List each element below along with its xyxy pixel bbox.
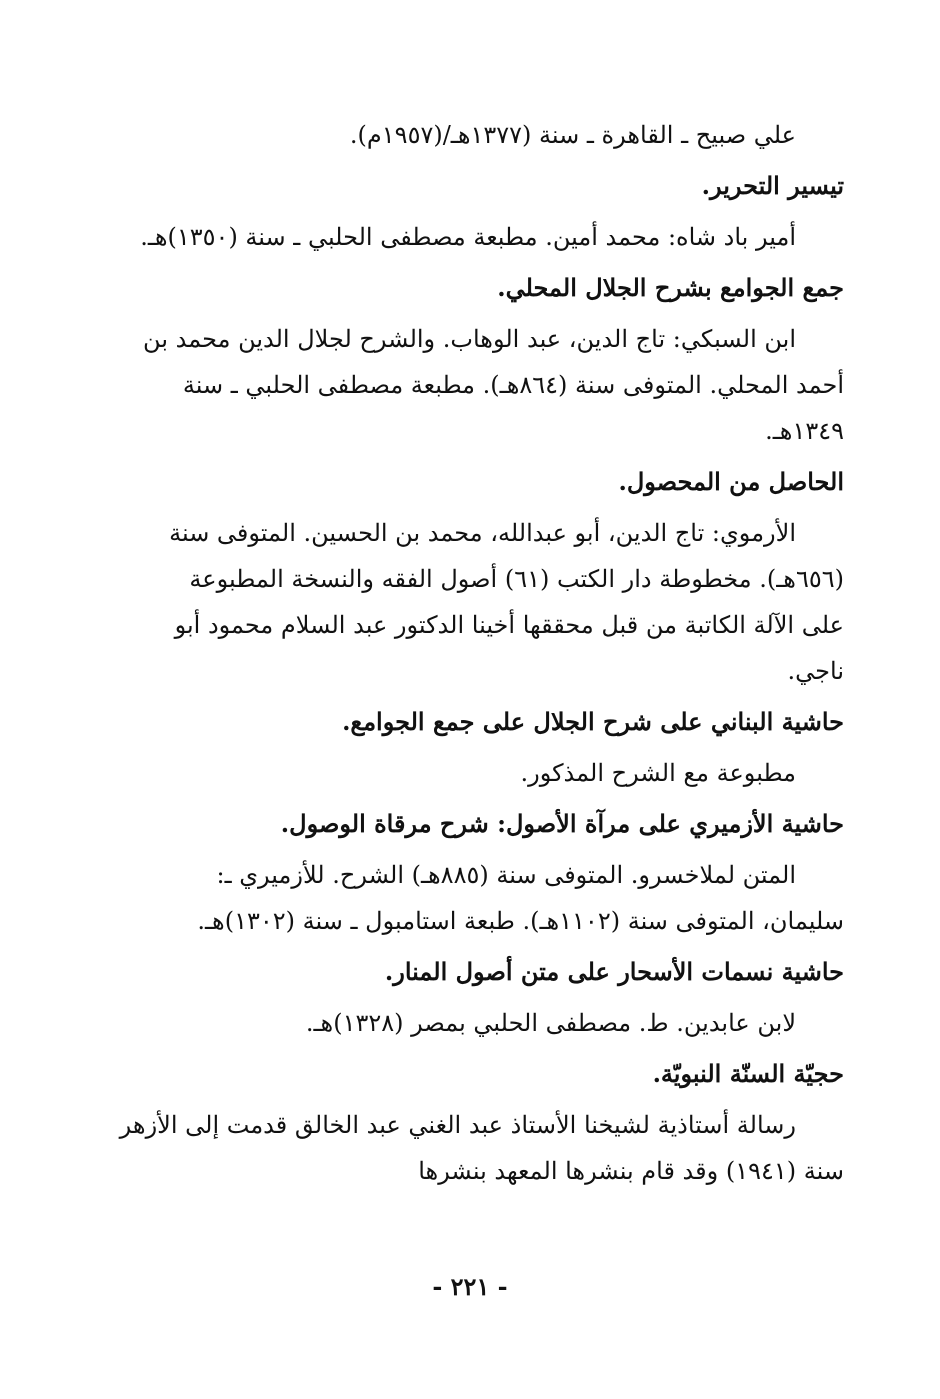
page-number: - ٢٢١ - xyxy=(432,1272,508,1301)
entry-line: لابن عابدين. ط. مصطفى الحلبي بمصر (١٣٢٨)هـ. xyxy=(305,1009,796,1037)
entry-line: سليمان، المتوفى سنة (١١٠٢هـ). طبعة استامبول ـ سنة (١٣٠٢)هـ. xyxy=(197,907,844,935)
entry-line: علي صبيح ـ القاهرة ـ سنة (١٣٧٧هـ/(١٩٥٧م). xyxy=(349,121,796,149)
entry-title: حاشية نسمات الأسحار على متن أصول المنار. xyxy=(384,957,844,986)
entry-title: الحاصل من المحصول. xyxy=(618,467,844,496)
entry-line: رسالة أستاذية لشيخنا الأستاذ عبد الغني عبد الخالق قدمت إلى الأزهر xyxy=(119,1111,796,1139)
entry-line: ابن السبكي: تاج الدين، عبد الوهاب. والشرح لجلال الدين محمد بن xyxy=(143,325,796,353)
entry-title: حجيّة السنّة النبويّة. xyxy=(652,1059,844,1088)
entry-title: جمع الجوامع بشرح الجلال المحلي. xyxy=(497,273,844,302)
entry-title: حاشية البناني على شرح الجلال على جمع الجوامع. xyxy=(342,707,844,736)
entry-line: الأرموي: تاج الدين، أبو عبدالله، محمد بن الحسين. المتوفى سنة xyxy=(169,519,796,547)
entry-title: حاشية الأزميري على مرآة الأصول: شرح مرقاة الوصول. xyxy=(280,809,844,838)
entry-line: أمير باد شاه: محمد أمين. مطبعة مصطفى الحلبي ـ سنة (١٣٥٠)هـ. xyxy=(140,223,796,251)
entry-line: على الآلة الكاتبة من قبل محققها أخينا الدكتور عبد السلام محمود أبو xyxy=(174,611,844,639)
entry-line: أحمد المحلي. المتوفى سنة (٨٦٤هـ). مطبعة مصطفى الحلبي ـ سنة xyxy=(182,371,844,399)
entry-title: تيسير التحرير. xyxy=(701,171,844,200)
entry-line: (٦٥٦هـ). مخطوطة دار الكتب (٦١) أصول الفقه والنسخة المطبوعة xyxy=(189,565,844,593)
entry-line: المتن لملاخسرو. المتوفى سنة (٨٨٥هـ) الشرح. للأزميري ـ: xyxy=(216,861,796,889)
entry-line: مطبوعة مع الشرح المذكور. xyxy=(520,759,796,787)
entry-line: سنة (١٩٤١) وقد قام بنشرها المعهد بنشرها xyxy=(418,1157,844,1185)
bibliography-list xyxy=(119,112,844,1194)
entry-line: ناجي. xyxy=(787,657,844,685)
entry-line: ١٣٤٩هـ. xyxy=(765,417,844,445)
